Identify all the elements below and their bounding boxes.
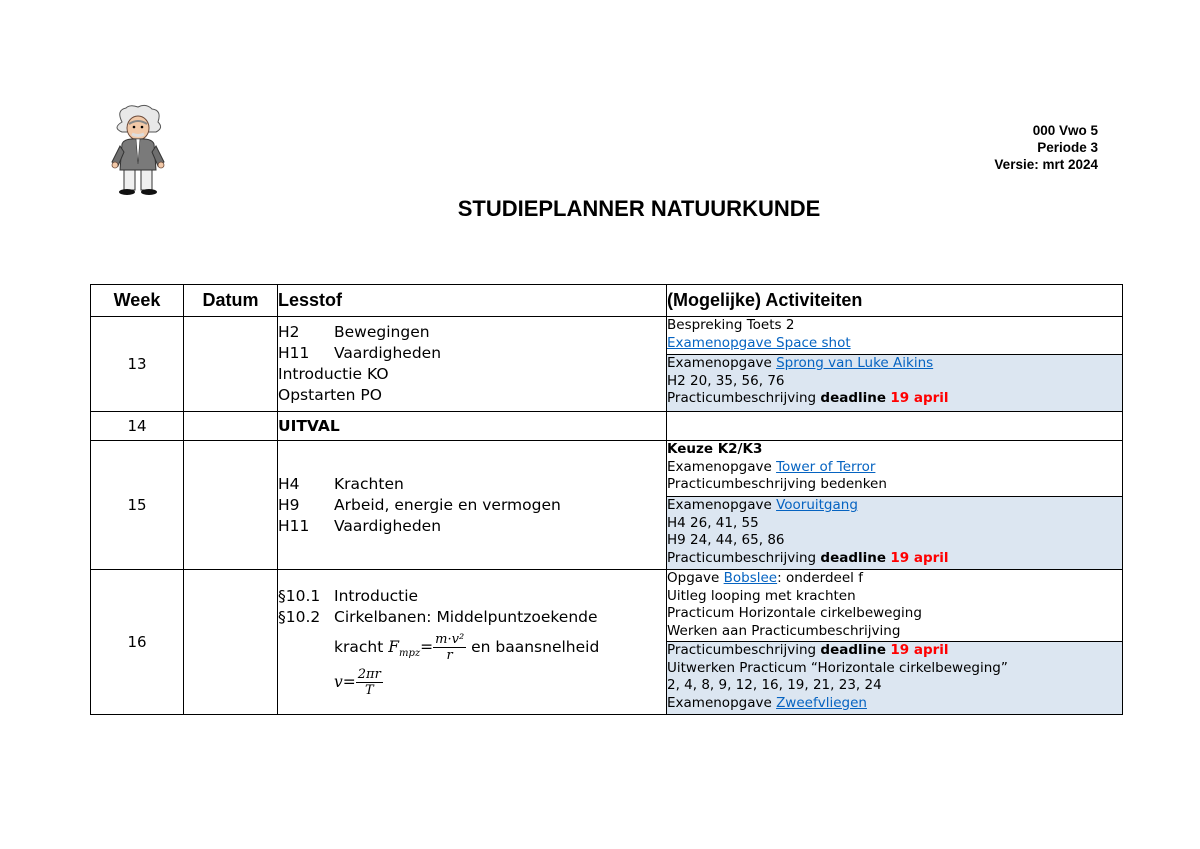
activity-text: Practicumbeschrijving	[667, 642, 821, 658]
table-row	[91, 570, 1123, 642]
activity-cell	[667, 441, 1123, 497]
activity-line: Werken aan Practicumbeschrijving	[667, 622, 901, 639]
chapter-title: Vaardigheden	[334, 516, 442, 535]
header-week: Week	[91, 285, 184, 317]
chapter-code: H11	[278, 516, 310, 535]
activity-line: Practicum Horizontale cirkelbeweging	[667, 605, 922, 621]
formula-subscript: mpz	[398, 648, 421, 660]
deadline-date: 19 april	[890, 390, 949, 406]
table-row	[91, 317, 1123, 355]
exam-link-sprong-luke-aikins[interactable]: Sprong van Luke Aikins	[776, 355, 934, 371]
header-activiteiten: (Mogelijke) Activiteiten	[667, 285, 1123, 317]
week-number: 15	[91, 441, 184, 570]
lesstof-extra: Introductie KO	[278, 365, 389, 383]
version: Versie: mrt 2024	[994, 157, 1098, 172]
exam-link-space-shot[interactable]: Examenopgave Space shot	[667, 334, 851, 351]
datum-cell	[184, 317, 278, 412]
deadline-label: deadline	[820, 642, 887, 658]
page-title: STUDIEPLANNER NATUURKUNDE	[457, 196, 821, 221]
lesstof-cell	[278, 570, 667, 715]
activity-line: H2 20, 35, 56, 76	[667, 372, 785, 389]
lesstof-cell: UITVAL	[278, 412, 667, 441]
chapter-code: H9	[278, 495, 300, 514]
activity-cell	[667, 497, 1123, 570]
formula-line-force	[278, 632, 666, 664]
activity-text: Examenopgave	[667, 694, 777, 711]
section-title: Introductie	[334, 587, 419, 606]
activity-text: Examenopgave	[667, 458, 777, 475]
document-meta	[994, 122, 1098, 173]
exam-link-tower-of-terror[interactable]: Tower of Terror	[776, 458, 876, 475]
formula-symbol: F	[388, 638, 399, 657]
activity-text: Opgave	[667, 570, 724, 586]
formula-symbol: v	[334, 672, 343, 691]
activity-line: H4 26, 41, 55	[667, 514, 759, 531]
activity-text: Practicumbeschrijving	[667, 390, 821, 406]
formula-equals: =	[420, 638, 434, 657]
lesstof-extra: Opstarten PO	[278, 386, 382, 404]
activity-line: H9 24, 44, 65, 86	[667, 532, 785, 548]
week-number: 16	[91, 570, 184, 715]
activity-cell	[667, 642, 1123, 715]
formula-text: en baansnelheid	[471, 638, 600, 657]
week-number: 13	[91, 317, 184, 412]
deadline-label: deadline	[820, 390, 887, 406]
activity-text: : onderdeel f	[777, 570, 863, 586]
activity-line: Uitleg looping met krachten	[667, 587, 856, 604]
section-title: Cirkelbanen: Middelpuntzoekende	[334, 608, 598, 627]
table-row	[91, 441, 1123, 497]
activity-cell	[667, 412, 1123, 441]
exam-link-bobslee[interactable]: Bobslee	[723, 570, 778, 586]
fraction-denominator: T	[364, 682, 374, 698]
chapter-title: Vaardigheden	[334, 344, 442, 362]
activity-cell	[667, 570, 1123, 642]
fraction-numerator: 2πr	[357, 666, 381, 682]
fraction-denominator: r	[446, 648, 453, 664]
formula-text: kracht	[334, 638, 384, 657]
exam-link-vooruitgang[interactable]: Vooruitgang	[776, 497, 858, 513]
exam-link-zweefvliegen[interactable]: Zweefvliegen	[776, 694, 867, 711]
chapter-code: H4	[278, 474, 300, 493]
deadline-date: 19 april	[890, 549, 949, 566]
header-datum: Datum	[184, 285, 278, 317]
mascot-illustration	[108, 104, 168, 196]
datum-cell	[184, 570, 278, 715]
chapter-title: Krachten	[334, 474, 404, 493]
class-code: 000 Vwo 5	[1032, 123, 1098, 138]
activity-cell	[667, 355, 1123, 412]
activity-line: Uitwerken Practicum “Horizontale cirkelbeweging”	[667, 659, 1008, 676]
table-header-row	[91, 285, 1123, 317]
week-number: 14	[91, 412, 184, 441]
lesstof-cell	[278, 317, 667, 412]
activity-text: Examenopgave	[667, 497, 777, 513]
header-lesstof: Lesstof	[278, 285, 667, 317]
datum-cell	[184, 412, 278, 441]
deadline-date: 19 april	[890, 642, 949, 658]
activity-cell	[667, 317, 1123, 355]
activity-line: Practicumbeschrijving bedenken	[667, 476, 887, 492]
chapter-title: Arbeid, energie en vermogen	[334, 495, 561, 514]
chapter-code: H2	[278, 323, 300, 341]
section-code: §10.1	[278, 587, 321, 606]
period: Periode 3	[1037, 140, 1098, 155]
activity-text: Examenopgave	[667, 355, 777, 371]
deadline-label: deadline	[820, 549, 887, 566]
activity-line: Bespreking Toets 2	[667, 317, 795, 333]
study-plan-table	[90, 284, 1123, 715]
activity-heading: Keuze K2/K3	[667, 441, 763, 457]
fraction-speed	[356, 667, 383, 698]
activity-line: 2, 4, 8, 9, 12, 16, 19, 21, 23, 24	[667, 677, 882, 693]
activity-text: Practicumbeschrijving	[667, 549, 821, 566]
fraction-numerator: m·v²	[435, 632, 465, 648]
formula-equals: =	[342, 672, 356, 691]
datum-cell	[184, 441, 278, 570]
chapter-code: H11	[278, 344, 310, 362]
section-code: §10.2	[278, 608, 321, 627]
fraction-centripetal	[433, 632, 466, 663]
chapter-title: Bewegingen	[334, 323, 430, 341]
table-row	[91, 412, 1123, 441]
lesstof-cell	[278, 441, 667, 570]
formula-line-speed	[278, 667, 666, 698]
